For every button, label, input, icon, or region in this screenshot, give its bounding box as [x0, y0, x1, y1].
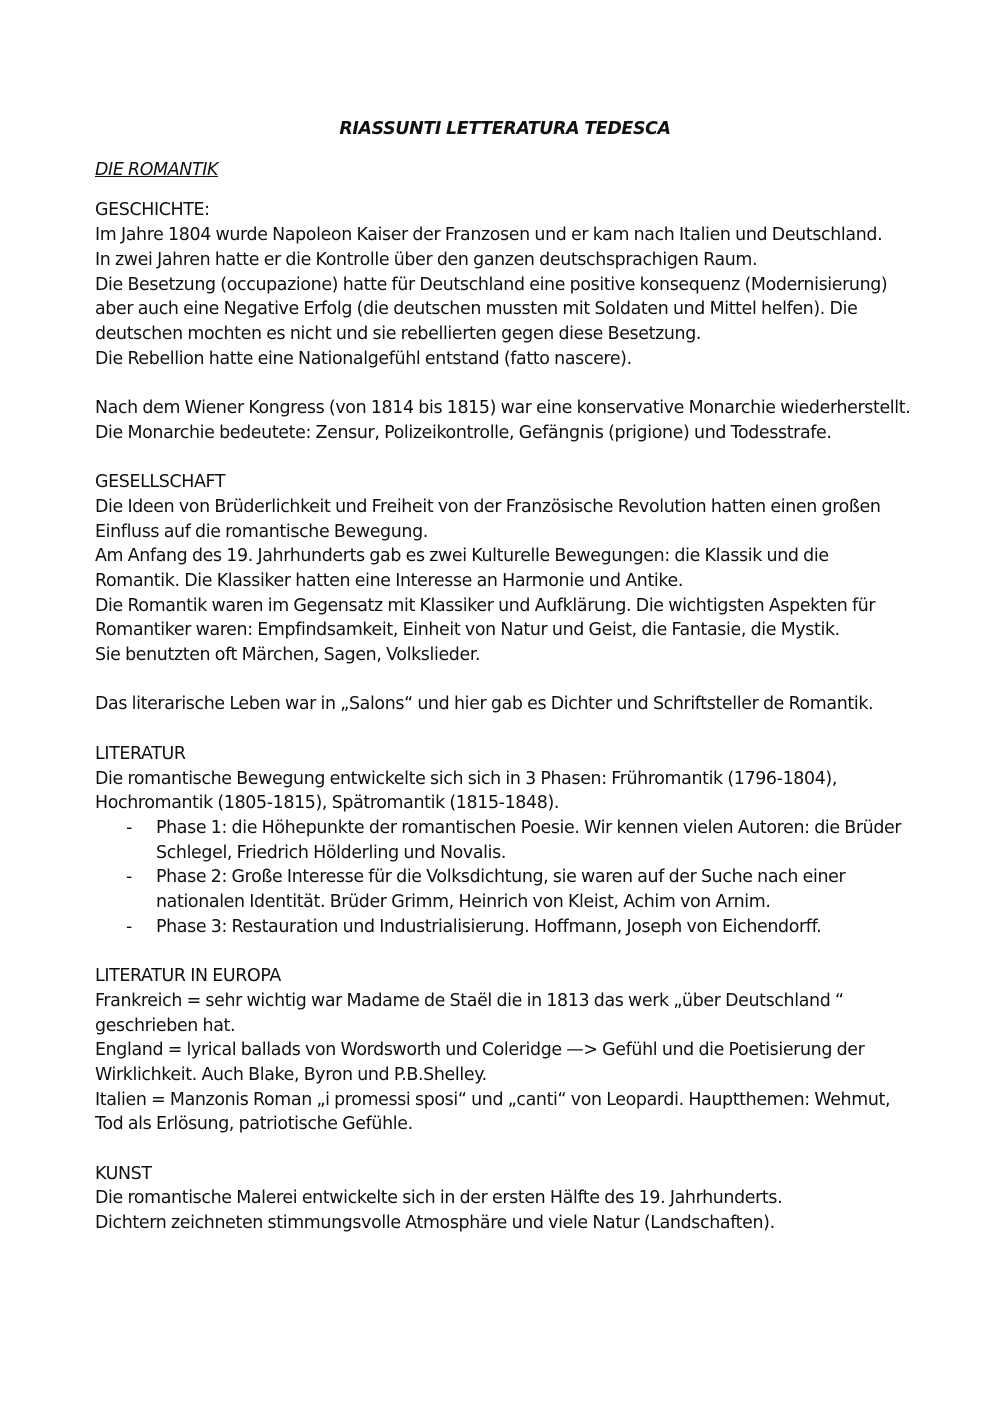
- list-item: [95, 816, 915, 865]
- section-kunst: [95, 1162, 915, 1236]
- paragraph: Frankreich = sehr wichtig war Madame de Staël die in 1813 das werk „über Deutschland “ geschrieben hat.: [95, 990, 844, 1036]
- list-item: [95, 865, 915, 914]
- phase-list: [95, 816, 915, 940]
- list-item-text: Phase 2: Große Interesse für die Volksdichtung, sie waren auf der Suche nach einer nationalen Identität. Brüder Grimm, Heinrich von Kleist, Achim von Arnim.: [156, 867, 846, 913]
- paragraph: Nach dem Wiener Kongress (von 1814 bis 1815) war eine konservative Monarchie wiederherstellt. Die Monarchie bedeutete: Zensur, Polizeikontrolle, Gefängnis (prigione) und Todesstrafe.: [95, 398, 911, 443]
- section-literatur: [95, 742, 915, 940]
- section-heading: GESELLSCHAFT: [95, 472, 226, 493]
- paragraph: Die Rebellion hatte eine Nationalgefühl entstand (fatto nascere).: [95, 348, 632, 369]
- section-heading: GESCHICHTE:: [95, 200, 210, 221]
- paragraph: Das literarische Leben war in „Salons“ und hier gab es Dichter und Schriftsteller de Romantik.: [95, 694, 874, 715]
- document-title: RIASSUNTI LETTERATURA TEDESCA: [339, 119, 671, 139]
- section-heading: LITERATUR IN EUROPA: [95, 966, 281, 987]
- list-item-text: Phase 3: Restauration und Industrialisierung. Hoffmann, Joseph von Eichendorff.: [156, 916, 822, 937]
- list-item-text: Phase 1: die Höhepunkte der romantischen Poesie. Wir kennen vielen Autoren: die Brüder Schlegel, Friedrich Hölderling und Novalis.: [156, 817, 902, 863]
- paragraph: Die romantische Malerei entwickelte sich in der ersten Hälfte des 19. Jahrhunderts.: [95, 1188, 783, 1209]
- section-literatur-in-europa: [95, 964, 915, 1137]
- paragraph: Im Jahre 1804 wurde Napoleon Kaiser der Franzosen und er kam nach Italien und Deutschland.: [95, 225, 883, 246]
- bullet-marker: -: [126, 916, 132, 937]
- paragraph: Die romantische Bewegung entwickelte sich sich in 3 Phasen: Frühromantik (1796-1804), Hochromantik (1805-1815), Spätromantik (1815-1848).: [95, 768, 838, 814]
- paragraph: Sie benutzten oft Märchen, Sagen, Volkslieder.: [95, 645, 481, 666]
- section-geschichte: [95, 198, 915, 371]
- document-page: [95, 117, 915, 1261]
- section-heading: LITERATUR: [95, 743, 186, 764]
- document-subtitle: DIE ROMANTIK: [95, 159, 219, 180]
- paragraph: England = lyrical ballads von Wordsworth und Coleridge —> Gefühl und die Poetisierung der Wirklichkeit. Auch Blake, Byron und P.B.Shelley.: [95, 1040, 865, 1085]
- list-item: [95, 915, 915, 940]
- section-geschichte-continued: [95, 396, 915, 445]
- bullet-marker: -: [126, 817, 132, 838]
- paragraph: Dichtern zeichneten stimmungsvolle Atmosphäre und viele Natur (Landschaften).: [95, 1213, 775, 1234]
- paragraph: In zwei Jahren hatte er die Kontrolle über den ganzen deutschsprachigen Raum.: [95, 249, 758, 270]
- paragraph: Die Besetzung (occupazione) hatte für Deutschland eine positive konsequenz (Modernisierung) aber auch eine Negative Erfolg (die deutschen mussten mit Soldaten und Mittel helfen). Die deutschen mochten es nicht und sie rebellierten gegen diese Besetzung.: [95, 274, 888, 344]
- paragraph: Die Romantik waren im Gegensatz mit Klassiker und Aufklärung. Die wichtigsten Aspekten für Romantiker waren: Empfindsamkeit, Einheit von Natur und Geist, die Fantasie, die Mystik.: [95, 595, 876, 641]
- bullet-marker: -: [126, 867, 132, 888]
- section-gesellschaft: [95, 470, 915, 668]
- paragraph: Italien = Manzonis Roman „i promessi sposi“ und „canti“ von Leopardi. Hauptthemen: Wehmut, Tod als Erlösung, patriotische Gefühle.: [95, 1089, 891, 1135]
- paragraph: Die Ideen von Brüderlichkeit und Freiheit von der Französische Revolution hatten einen großen Einfluss auf die romantische Bewegung.: [95, 496, 881, 542]
- paragraph: Am Anfang des 19. Jahrhunderts gab es zwei Kulturelle Bewegungen: die Klassik und die Romantik. Die Klassiker hatten eine Interesse an Harmonie und Antike.: [95, 546, 829, 591]
- section-heading: KUNST: [95, 1163, 152, 1184]
- section-gesellschaft-continued: [95, 692, 915, 717]
